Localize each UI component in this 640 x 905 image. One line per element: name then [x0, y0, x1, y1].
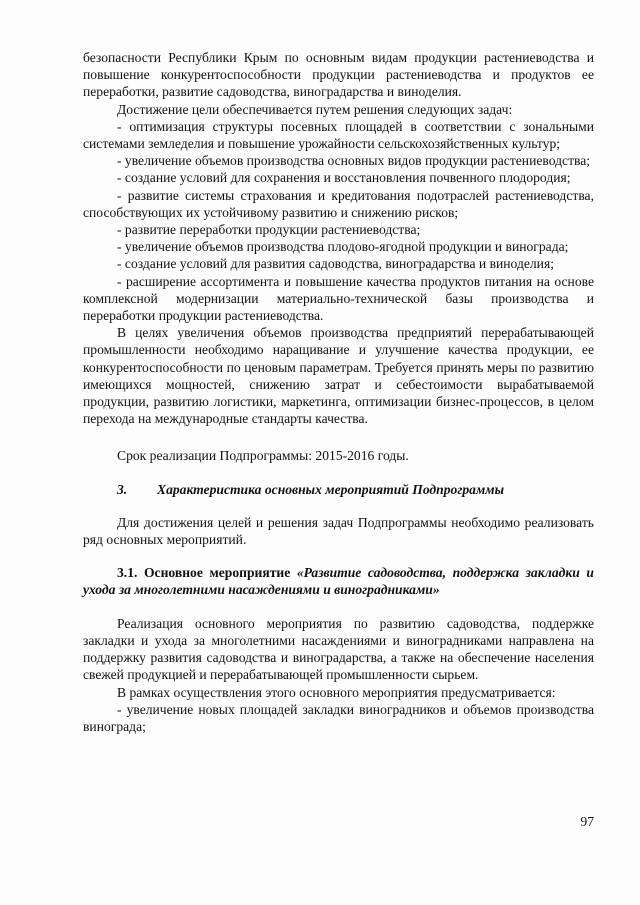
list-item: - увеличение объемов производства плодово-ягодной продукции и винограда; — [117, 239, 569, 255]
implementation-term: Срок реализации Подпрограммы: 2015-2016 годы. — [117, 448, 409, 464]
section-3-1-paragraph: В рамках осуществления этого основного мероприятия предусматривается: — [117, 684, 556, 700]
list-item: - оптимизация структуры посевных площадей в соответствии с зональными системами земледелия и повышение урожайности сельскохозяйственных культур; — [83, 118, 594, 152]
section-3-number: 3. — [117, 481, 128, 497]
section-3-1-title: «Развитие садоводства, поддержка закладки и ухода за многолетними насаждениями и виноградниками» — [83, 565, 594, 598]
paragraph-continuation: безопасности Республики Крым по основным видам продукции растениеводства и повышение конкурентоспособности продукции растениеводства и продуктов ее переработки, развитие садоводства, виноградарства и виноделия. — [83, 50, 594, 100]
section-3-title: Характеристика основных мероприятий Подпрограммы — [157, 481, 504, 497]
page-content — [83, 49, 594, 735]
list-item: - развитие системы страхования и кредитования подотраслей растениеводства, способствующих их устойчивому развитию и снижению рисков; — [83, 187, 594, 220]
section-3-heading — [83, 481, 594, 498]
task-list — [83, 118, 594, 324]
list-item: - создание условий для развития садоводства, виноградарства и виноделия; — [117, 256, 554, 272]
paragraph-goal-achievement: Достижение цели обеспечивается путем решения следующих задач: — [117, 101, 513, 117]
section-3-intro: Для достижения целей и решения задач Подпрограммы необходимо реализовать ряд основных мероприятий. — [83, 514, 594, 548]
section-3-1-list-item: - увеличение новых площадей закладки виноградников и объемов производства винограда; — [83, 701, 594, 734]
list-item: - создание условий для сохранения и восстановления почвенного плодородия; — [117, 170, 571, 186]
paragraph-processing-goals: В целях увеличения объемов производства предприятий перерабатывающей промышленности необходимо наращивание и улучшение качества продукции, ее конкурентоспособности по ценовым параметрам. Требуется принять меры по развитию имеющихся мощностей, снижению затрат и себестоимости вырабатываемой продукции, развитию логистики, маркетинга, оптимизации бизнес-процессов, в целом перехода на международные стандарты качества. — [83, 325, 594, 427]
section-3-1-paragraph: Реализация основного мероприятия по развитию садоводства, поддержке закладки и ухода за многолетними насаждениями и виноградниками направлена на поддержку развития садоводства и виноградарства, а также на обеспечение населения свежей продукцией и перерабатывающей промышленности сырьем. — [83, 615, 594, 683]
section-3-1-heading — [83, 564, 594, 598]
list-item: - расширение ассортимента и повышение качества продуктов питания на основе комплексной модернизации материально-технической базы производства и переработки продукции растениеводства. — [83, 273, 594, 324]
list-item: - увеличение объемов производства основных видов продукции растениеводства; — [117, 153, 591, 169]
page-number: 97 — [580, 814, 594, 829]
list-item: - развитие переработки продукции растениеводства; — [117, 222, 421, 238]
section-3-1-lead: 3.1. Основное мероприятие — [117, 565, 297, 581]
